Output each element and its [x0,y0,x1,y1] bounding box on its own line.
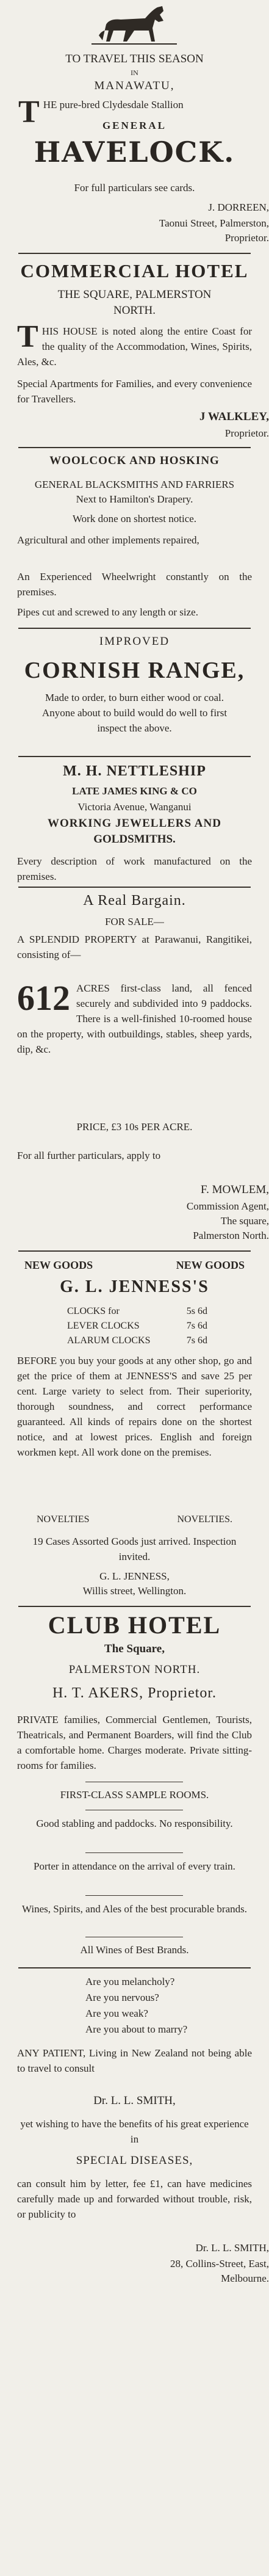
stallion-role: Proprietor. [224,232,269,244]
jenness-novelties [0,1514,269,1525]
jenness-address: Willis street, Wellington. [82,1585,187,1597]
jenness-title: G. L. JENNESS'S [60,1277,209,1296]
bargain-apply: For all further particulars, apply to [17,1150,161,1161]
woolcock-line2: Next to Hamilton's Drapery. [76,493,193,505]
smith-intro: ANY PATIENT, Living in New Zealand not being able to travel to consult [17,2047,252,2074]
clock-name: ALARUM CLOCKS [67,1335,151,1346]
nettleship-body: Every description of work manufactured on the premises. [17,855,252,882]
club-owner: H. T. AKERS, Proprietor. [52,1685,217,1701]
clock-price: 7s 6d [186,1321,207,1331]
commercial-body-cap: T [17,319,38,354]
divider [18,253,251,254]
bargain-agent-town: Palmerston North. [193,1230,269,1241]
woolcock-line5: An Experienced Wheelwright constantly on the premises. [17,571,252,598]
stallion-intro-cap: T [18,95,40,129]
divider [18,628,251,629]
jenness-new2: NEW GOODS [176,1259,245,1271]
commercial-body [0,319,269,369]
divider [85,1895,183,1896]
smith-q1: Are you melancholy? [85,1976,175,1987]
commercial-special: Special Apartments for Families, and every convenience for Travellers. [17,378,252,405]
clock-price: 5s 6d [186,1306,207,1316]
commercial-location: THE SQUARE, PALMERSTON NORTH. [57,288,212,317]
bargain-acres: 612 [17,978,70,1018]
cornish-title: CORNISH RANGE, [24,658,245,683]
bargain-intro: A SPLENDID PROPERTY at Parawanui, Rangitikei, consisting of— [17,934,252,960]
woolcock-line4: Agricultural and other implements repaired, [17,534,199,546]
horse-engraving [91,4,177,46]
smith-q3: Are you weak? [85,2008,148,2019]
stallion-in: IN [131,68,138,77]
bargain-for-sale: FOR SALE— [105,916,164,927]
commercial-title: COMMERCIAL HOTEL [20,260,249,281]
club-porter: Porter in attendance on the arrival of every train. [34,1860,235,1872]
divider [85,1852,183,1853]
divider [18,1250,251,1252]
nettleship-address: Victoria Avenue, Wanganui [77,801,192,813]
smith-special: SPECIAL DISEASES, [76,2154,193,2167]
club-square: The Square, [104,1642,165,1655]
jenness-clock-table [67,1304,207,1348]
woolcock-line3: Work done on shortest notice. [72,513,197,524]
jenness-novelties2: NOVELTIES. [177,1514,232,1525]
jenness-novelties1: NOVELTIES [37,1514,90,1525]
divider [18,447,251,448]
nettleship-late: LATE JAMES KING & CO [72,785,197,797]
clock-name: LEVER CLOCKS [67,1321,140,1331]
cornish-body: Made to order, to burn either wood or coal. Anyone about to build would do well to first inspect the above. [41,692,228,734]
jenness-clock-row [67,1319,207,1333]
woolcock-line1: GENERAL BLACKSMITHS AND FARRIERS [34,479,235,490]
jenness-new-goods [0,1259,269,1272]
jenness-clock-row [67,1304,207,1319]
club-body: PRIVATE families, Commercial Gentlemen, Tourists, Theatricals, and Permanent Boarders, will find the Club a comfortable home. Charges moderate. Private sitting-rooms for families. [17,1714,252,1771]
bargain-agent-addr: The square, [220,1215,269,1227]
commercial-body-text: HIS HOUSE is noted along the entire Coast for the quality of the Accommodation, Wines, Spirits, Ales, &c. [17,325,252,368]
smith-q2: Are you nervous? [85,1992,159,2003]
cornish-improved: IMPROVED [99,635,170,648]
stallion-address: Taonui Street, Palmerston, [159,217,269,229]
smith-sig-addr: 28, Collins-Street, East, [170,2258,269,2269]
bargain-price: PRICE, £3 10s PER ACRE. [76,1121,193,1133]
club-wines: Wines, Spirits, and Ales of the best procurable brands. [22,1903,247,1915]
divider [18,756,251,757]
smith-body: can consult him by letter, fee £1, can have medicines carefully made up and forwarded without trouble, risk, or publicity to [17,2178,252,2220]
smith-sig-town: Melbourne. [221,2273,269,2284]
stallion-cards: For full particulars see cards. [74,182,195,194]
divider [18,887,251,888]
bargain-agent: F. MOWLEM, [201,1183,269,1196]
clock-price: 7s 6d [186,1335,207,1346]
woolcock-title: WOOLCOCK AND HOSKING [49,454,220,467]
smith-benefit: yet wishing to have the benefits of his great experience in [20,2118,249,2145]
nettleship-trade2: GOLDSMITHS. [93,833,176,846]
club-sample: FIRST-CLASS SAMPLE ROOMS. [60,1789,209,1801]
stallion-name: HAVELOCK. [34,136,235,169]
club-all-wines: All Wines of Best Brands. [80,1944,189,1956]
jenness-owner: G. L. JENNESS, [99,1570,170,1582]
jenness-cases: 19 Cases Assorted Goods just arrived. Inspection invited. [32,1536,237,1562]
club-title: CLUB HOTEL [48,1611,221,1639]
smith-name: Dr. L. L. SMITH, [93,2094,176,2107]
nettleship-trade1: WORKING JEWELLERS AND [48,817,221,830]
stallion-intro-text: HE pure-bred Clydesdale Stallion [43,99,184,111]
nettleship-name: M. H. NETTLESHIP [63,763,206,779]
smith-q4: Are you about to marry? [85,2023,188,2035]
divider [18,1606,251,1607]
smith-sig-name: Dr. L. L. SMITH, [195,2242,269,2254]
commercial-owner: J WALKLEY, [199,410,269,423]
stallion-name-prefix: GENERAL [102,120,167,131]
bargain-agent-role: Commission Agent, [186,1200,269,1212]
bargain-details [0,978,269,1057]
stallion-heading: TO TRAVEL THIS SEASON [65,53,204,65]
club-stabling: Good stabling and paddocks. No responsibility. [36,1818,233,1829]
bargain-title: A Real Bargain. [83,893,186,909]
stallion-owner: J. DORREEN, [208,201,269,213]
divider [18,1967,251,1968]
jenness-body: BEFORE you buy your goods at any other shop, go and get the price of them at JENNESS'S and save 25 per cent. Large variety to select from. Their superiority, thorough soundness, and correct performance guaranteed. All kinds of repairs done on the shortest notice, and at lowest prices. English and foreign workmen kept. All work done on the premises. [17,1355,252,1458]
commercial-role: Proprietor. [224,427,269,439]
club-town: PALMERSTON NORTH. [68,1663,201,1676]
jenness-clock-row [67,1333,207,1348]
stallion-place: MANAWATU, [94,79,175,92]
jenness-new1: NEW GOODS [24,1259,93,1271]
woolcock-line6: Pipes cut and screwed to any length or size. [17,606,198,618]
bargain-details-text: ACRES first-class land, all fenced securely and subdivided into 9 paddocks. There is a well-finished 10-roomed house on the property, with outbuildings, stables, sheep yards, dip, &c. [17,982,252,1055]
clock-name: CLOCKS for [67,1306,120,1316]
